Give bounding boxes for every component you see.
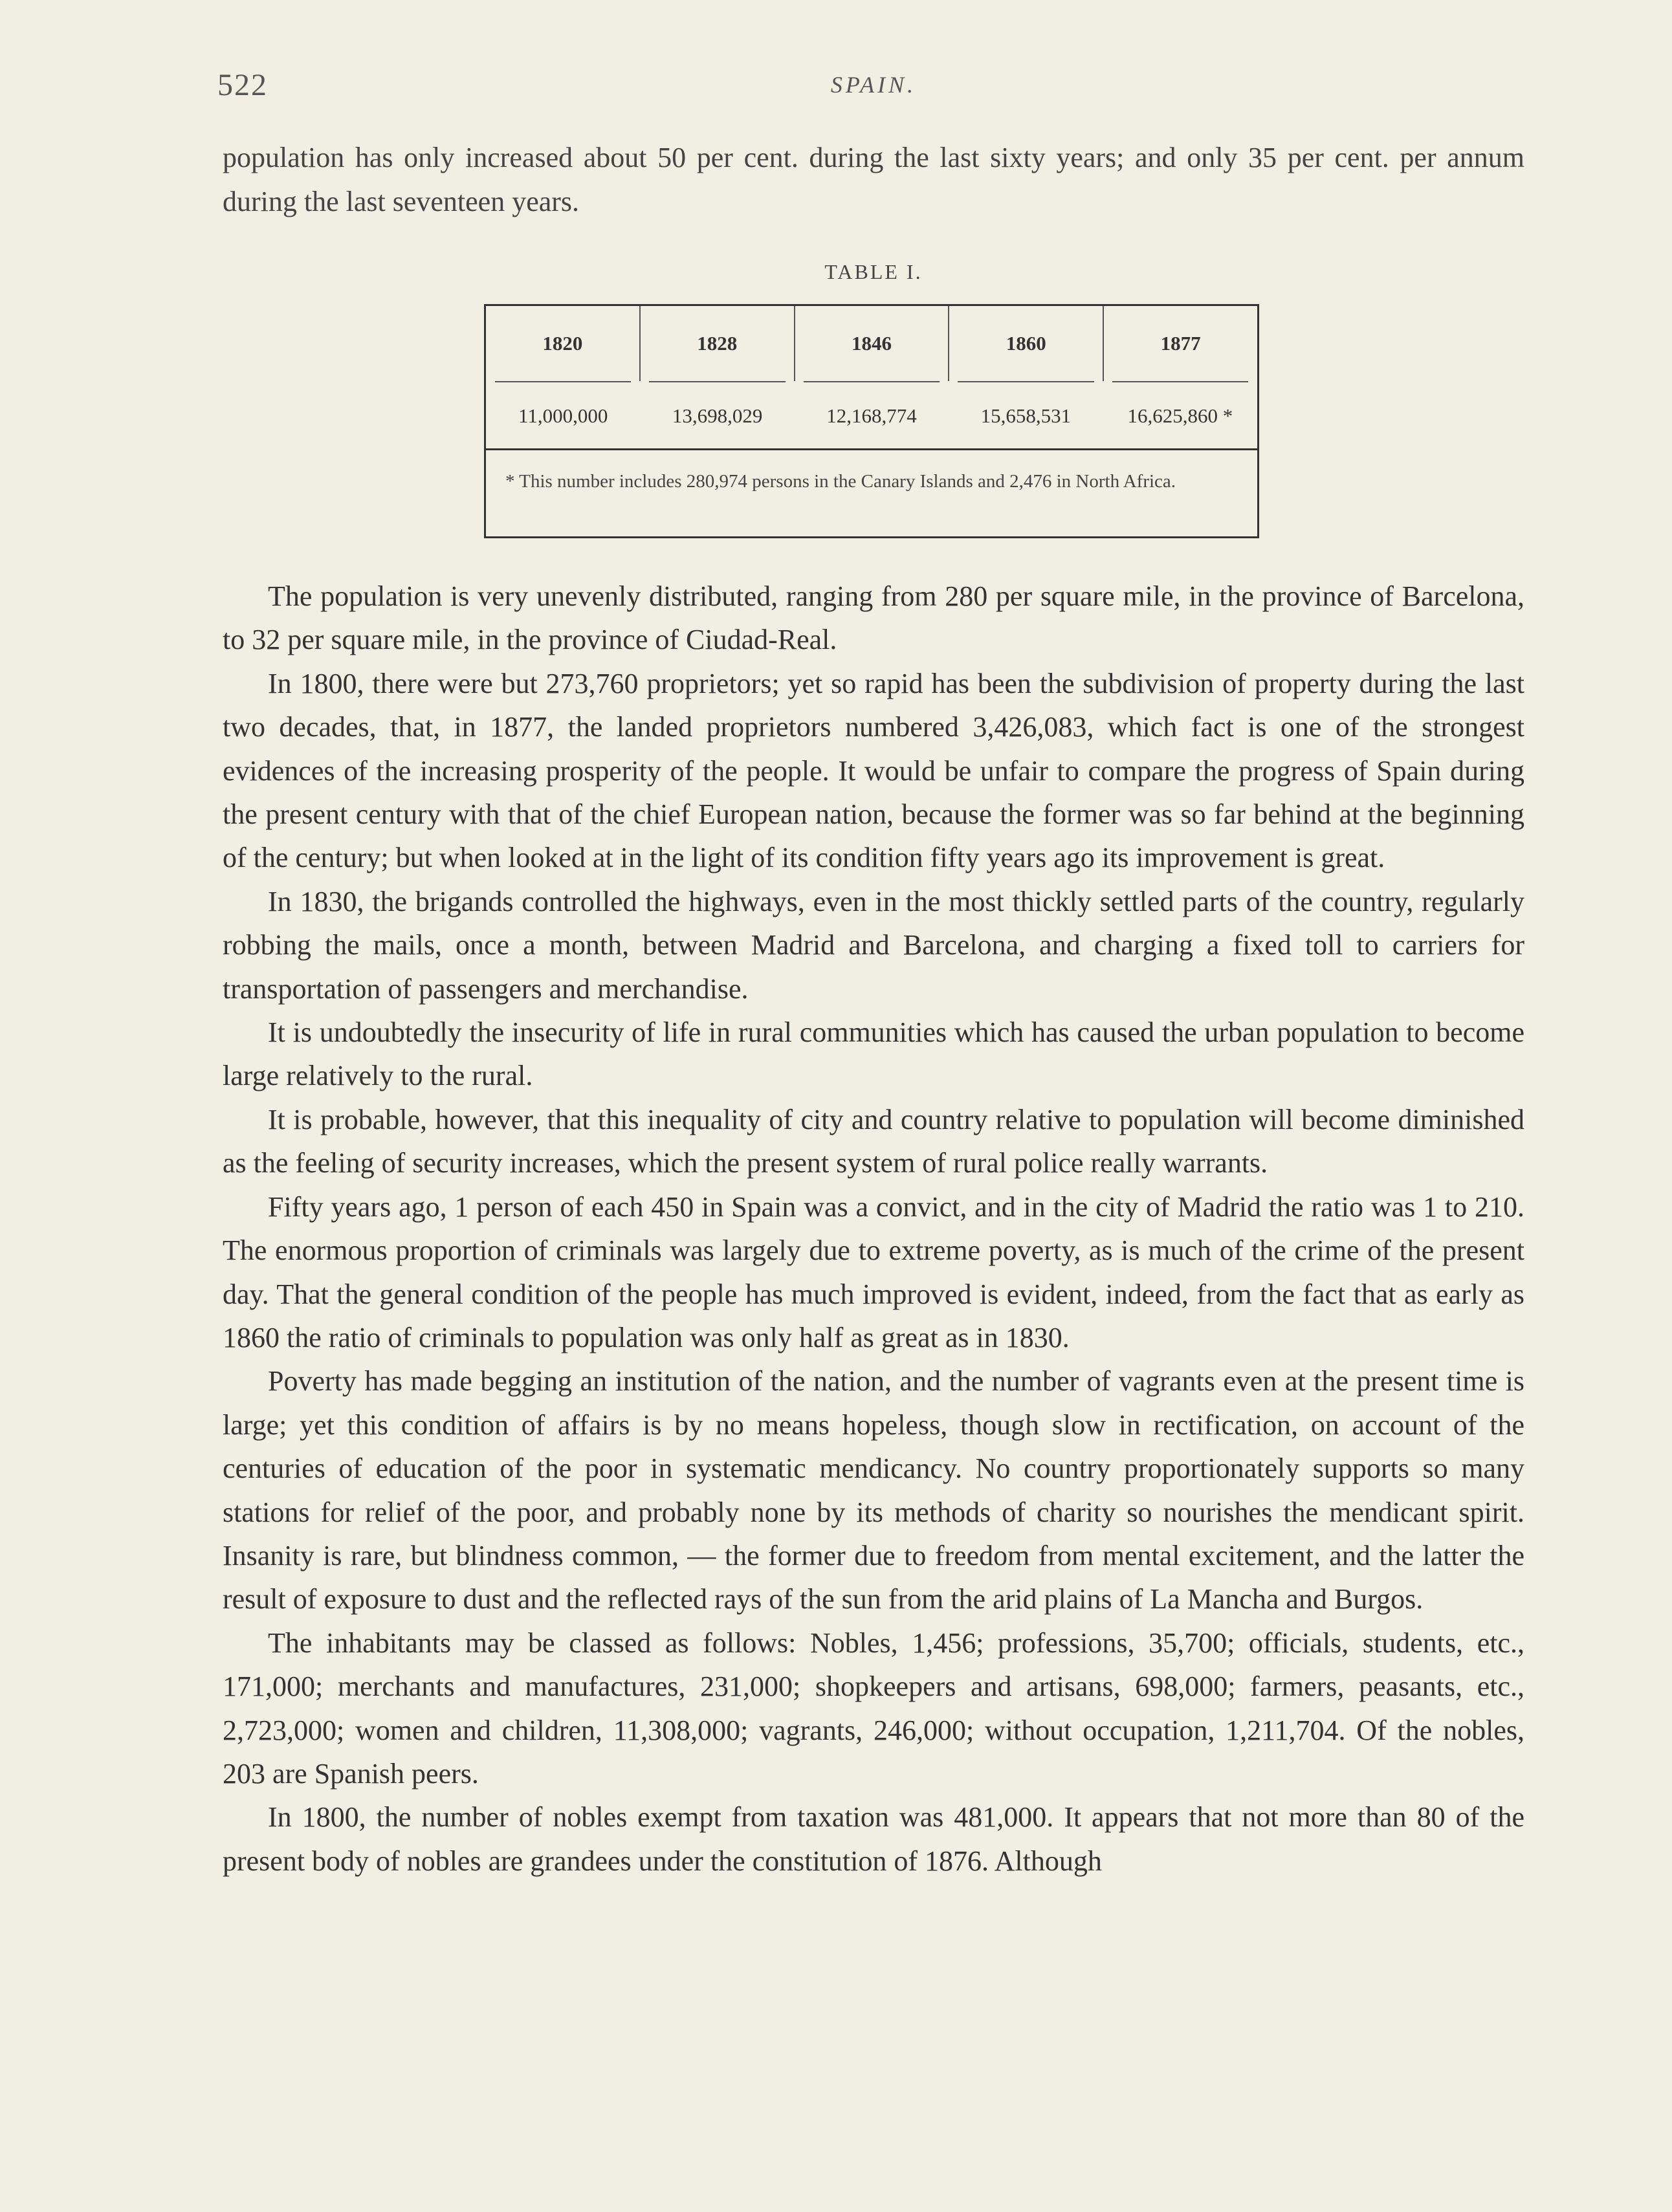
- paragraph: Poverty has made begging an institution of the nation, and the number of vagrants even at the present time is large; yet this condition of affairs is by no means hopeless, though slow in rectification, on account of the centuries of education of the poor in systematic mendicancy. No country proportionately supports so many stations for relief of the poor, and probably none by its methods of charity so nourishes the mendicant spirit. Insanity is rare, but blindness common, — the former due to freedom from mental excitement, and the latter the result of exposure to dust and the reflected rays of the sun from the arid plains of La Mancha and Burgos.: [223, 1365, 1524, 1615]
- table-header-row: [486, 306, 1257, 381]
- table-header-cell: 1877: [1103, 306, 1257, 381]
- intro-paragraph: population has only increased about 50 per cent. during the last sixty years; and only 35 per cent. per annum during the last seventeen years.: [223, 142, 1524, 217]
- table-cell: 15,658,531: [958, 381, 1094, 448]
- paragraph: The inhabitants may be classed as follows: Nobles, 1,456; professions, 35,700; officials, students, etc., 171,000; merchants and manufactures, 231,000; shopkeepers and artisans, 698,000; farmers, peasants, etc., 2,723,000; women and children, 11,308,000; vagrants, 246,000; without occupation, 1,211,704. Of the nobles, 203 are Spanish peers.: [223, 1626, 1524, 1790]
- running-head: [217, 67, 1524, 113]
- table-header-cell: 1846: [794, 306, 949, 381]
- paragraph: It is undoubtedly the insecurity of life in rural communities which has caused the urban population to become large relatively to the rural.: [223, 1016, 1524, 1092]
- paragraph: In 1800, the number of nobles exempt from taxation was 481,000. It appears that not more than 80 of the present body of nobles are grandees under the constitution of 1876. Although: [223, 1801, 1524, 1877]
- table-cell: 11,000,000: [495, 381, 631, 448]
- paragraph: The population is very unevenly distributed, ranging from 280 per square mile, in the province of Barcelona, to 32 per square mile, in the province of Ciudad-Real.: [223, 580, 1524, 656]
- table-cell: 16,625,860 *: [1112, 381, 1248, 448]
- table-caption: TABLE I.: [824, 260, 923, 283]
- body-text: [223, 575, 1524, 1883]
- running-title: SPAIN.: [830, 72, 917, 98]
- table-header-cell: 1860: [948, 306, 1103, 381]
- table-header-cell: 1820: [542, 332, 583, 355]
- page-number: 522: [217, 68, 268, 102]
- table-cell: 12,168,774: [804, 381, 940, 448]
- paragraph: Fifty years ago, 1 person of each 450 in Spain was a convict, and in the city of Madrid the ratio was 1 to 210. The enormous proportion of criminals was largely due to extreme poverty, as is much of the crime of the present day. That the general condition of the people has much improved is evident, indeed, from the fact that as early as 1860 the ratio of criminals to population was only half as great as in 1830.: [223, 1190, 1524, 1353]
- table-cell: 13,698,029: [649, 381, 785, 448]
- paragraph: In 1830, the brigands controlled the highways, even in the most thickly settled parts of the country, regularly robbing the mails, once a month, between Madrid and Barcelona, and charging a fixed toll to carriers for transportation of passengers and merchandise.: [223, 885, 1524, 1005]
- table-row: [486, 381, 1257, 448]
- paragraph: In 1800, there were but 273,760 proprietors; yet so rapid has been the subdivision of property during the last two decades, that, in 1877, the landed proprietors numbered 3,426,083, which fact is one of the strongest evidences of the increasing prosperity of the people. It would be unfair to compare the progress of Spain during the present century with that of the chief European nation, because the former was so far behind at the beginning of the century; but when looked at in the light of its condition fifty years ago its improvement is great.: [223, 667, 1524, 874]
- paragraph: It is probable, however, that this inequality of city and country relative to population will become diminished as the feeling of security increases, which the present system of rural police really warrants.: [223, 1103, 1524, 1179]
- table-footnote: * This number includes 280,974 persons in the Canary Islands and 2,476 in North Africa.: [486, 448, 1257, 536]
- population-table: [484, 304, 1259, 538]
- table-header-cell: 1828: [639, 306, 794, 381]
